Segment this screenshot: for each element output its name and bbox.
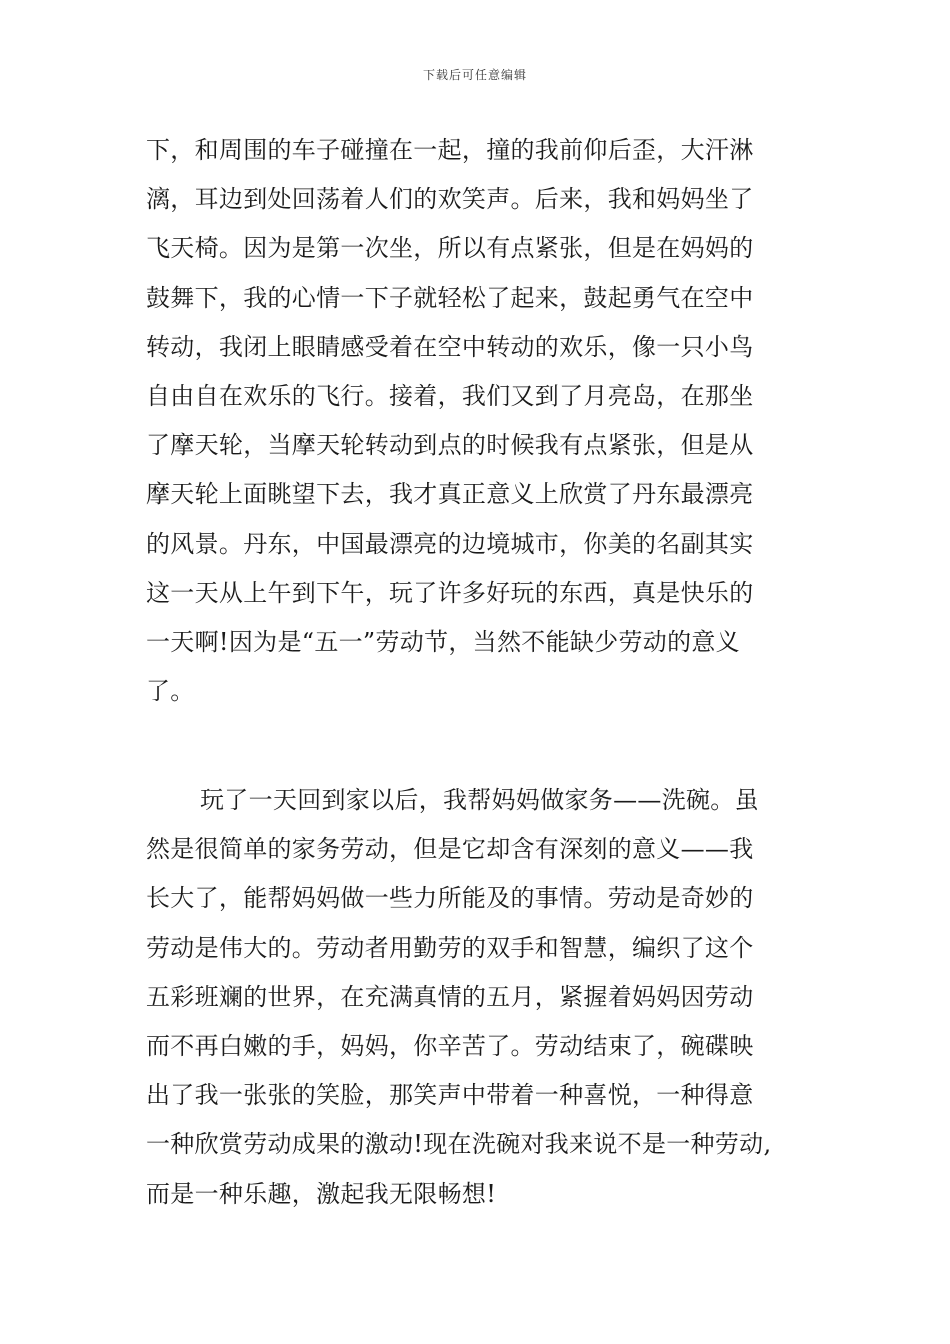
paragraph-1	[146, 126, 826, 716]
text-line: 转动，我闭上眼睛感受着在空中转动的欢乐，像一只小鸟	[146, 332, 754, 361]
text-line: 一种欣赏劳动成果的激动!现在洗碗对我来说不是一种劳动,	[146, 1130, 772, 1159]
page-header: 下载后可任意编辑	[422, 68, 527, 82]
text-line: 这一天从上午到下午，玩了许多好玩的东西，真是快乐的	[146, 578, 754, 607]
text-line: 飞天椅。因为是第一次坐，所以有点紧张，但是在妈妈的	[146, 234, 754, 263]
text-line: 了。	[146, 677, 195, 706]
paragraph-2	[146, 776, 826, 1219]
text-line: 五彩班斓的世界，在充满真情的五月，紧握着妈妈因劳动	[146, 982, 754, 1011]
text-line: 而是一种乐趣，激起我无限畅想!	[146, 1179, 497, 1208]
text-line: 的风景。丹东，中国最漂亮的边境城市，你美的名副其实	[146, 529, 754, 558]
text-line: 劳动是伟大的。劳动者用勤劳的双手和智慧，编织了这个	[146, 933, 754, 962]
text-line: 长大了，能帮妈妈做一些力所能及的事情。劳动是奇妙的	[146, 884, 754, 913]
text-line: 下，和周围的车子碰撞在一起，撞的我前仰后歪，大汗淋	[146, 136, 754, 164]
text-line: 自由自在欢乐的飞行。接着，我们又到了月亮岛，在那坐	[146, 381, 754, 410]
text-line: 了摩天轮，当摩天轮转动到点的时候我有点紧张，但是从	[146, 431, 754, 460]
text-line: 鼓舞下，我的心情一下子就轻松了起来，鼓起勇气在空中	[146, 283, 754, 312]
text-line: 漓，耳边到处回荡着人们的欢笑声。后来，我和妈妈坐了	[146, 185, 754, 214]
text-line: 玩了一天回到家以后，我帮妈妈做家务——洗碗。虽	[200, 786, 759, 814]
text-line: 出了我一张张的笑脸，那笑声中带着一种喜悦，一种得意	[146, 1081, 754, 1110]
text-line: 一天啊!因为是“五一”劳动节，当然不能缺少劳动的意义	[146, 627, 740, 656]
text-line: 然是很简单的家务劳动，但是它却含有深刻的意义——我	[146, 835, 754, 864]
text-line: 而不再白嫩的手，妈妈，你辛苦了。劳动结束了，碗碟映	[146, 1031, 754, 1060]
text-line: 摩天轮上面眺望下去，我才真正意义上欣赏了丹东最漂亮	[146, 480, 754, 509]
